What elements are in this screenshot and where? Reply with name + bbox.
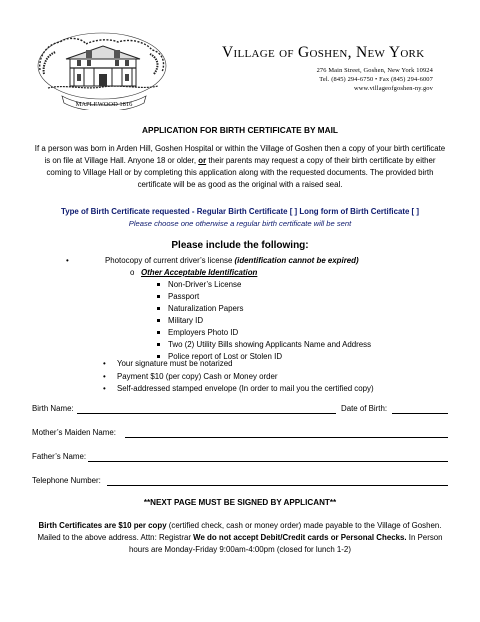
square-bullet-icon (157, 295, 160, 298)
date-of-birth-field[interactable] (392, 413, 448, 414)
village-logo (34, 30, 170, 110)
bullet-icon: • (103, 371, 106, 381)
square-bullet-icon (157, 307, 160, 310)
village-address: 276 Main Street, Goshen, New York 10924 (316, 67, 433, 74)
square-bullet-icon (157, 343, 160, 346)
other-id-list (157, 280, 371, 364)
footer-text-1: (certified check, cash or money order) made payable to the Village of Goshen. Mailed to the above address. Attn: Registrar (37, 521, 442, 543)
circle-bullet-icon: o (130, 268, 135, 277)
certificate-type-note: Please choose one otherwise a regular birth certificate will be sent (128, 219, 352, 228)
license-note: (identification cannot be expired) (234, 256, 359, 265)
list-item: • Self-addressed stamped envelope (In order to mail you the certified copy) (103, 384, 374, 393)
intro-paragraph (32, 143, 448, 191)
list-item: Employers Photo ID (157, 328, 371, 340)
fathers-name-field[interactable] (88, 461, 448, 462)
village-phone-fax: Tel. (845) 294-6750 • Fax (845) 294-6007 (319, 76, 433, 83)
next-page-notice: **NEXT PAGE MUST BE SIGNED BY APPLICANT** (143, 498, 337, 507)
mothers-maiden-name-field[interactable] (125, 437, 448, 438)
form-title: APPLICATION FOR BIRTH CERTIFICATE BY MAIL (142, 125, 338, 135)
list-item: Military ID (157, 316, 371, 328)
footer-payment-warning: We do not accept Debit/Credit cards or Personal Checks. (193, 533, 407, 543)
license-text: Photocopy of current driver’s license (105, 256, 235, 265)
intro-text-2: their parents may request a copy of their birth certificate by either coming to Village Hall or by completing this application along with the requested documents. The provided birth certificate will be as good as the original with a raised seal. (46, 156, 436, 190)
date-of-birth-label: Date of Birth: (341, 404, 388, 413)
telephone-number-label: Telephone Number: (32, 476, 101, 485)
bullet-icon: • (103, 384, 106, 393)
birth-name-label: Birth Name: (32, 404, 74, 413)
license-requirement (105, 256, 359, 266)
list-item: Two (2) Utility Bills showing Applicants Name and Address (157, 340, 371, 352)
maplewood-house-illustration (34, 30, 170, 110)
intro-or-word: or (198, 156, 207, 166)
list-item: • Your signature must be notarized (103, 359, 233, 368)
list-item: Passport (157, 292, 371, 304)
certificate-type-selection[interactable]: Type of Birth Certificate requested - Regular Birth Certificate [ ] Long form of Birth Certificate [ ] (60, 207, 420, 216)
footer-paragraph (32, 520, 448, 556)
include-heading: Please include the following: (171, 240, 309, 251)
list-item: Non-Driver’s License (157, 280, 371, 292)
other-id-heading: Other Acceptable Identification (141, 268, 258, 277)
bullet-icon: • (66, 256, 69, 265)
birth-name-field[interactable] (77, 413, 336, 414)
list-item: Naturalization Papers (157, 304, 371, 316)
intro-text-1: If a person was born in Arden Hill, Goshen Hospital or within the Village of Goshen then a copy of your birth certificate is on file at Village Hall. Anyone 18 or older, (34, 144, 446, 166)
footer-price: Birth Certificates are $10 per copy (38, 521, 167, 530)
square-bullet-icon (157, 355, 160, 358)
village-website[interactable]: www.villageofgoshen-ny.gov (353, 85, 433, 92)
bullet-icon: • (103, 359, 106, 368)
fathers-name-label: Father’s Name: (32, 452, 87, 461)
telephone-number-field[interactable] (107, 485, 448, 486)
more-requirements-list (103, 359, 374, 397)
list-item: • Payment $10 (per copy) Cash or Money order (103, 371, 278, 381)
square-bullet-icon (157, 331, 160, 334)
footer-hours: In Person hours are Monday-Friday 9:00am-4:00pm (closed for lunch 1-2) (129, 533, 443, 555)
square-bullet-icon (157, 319, 160, 322)
list-item: Police report of Lost or Stolen ID (157, 352, 371, 364)
village-name: Village of Goshen, New York (222, 44, 425, 61)
logo-caption: MAPLEWOOD 1816 (75, 101, 133, 108)
mothers-maiden-name-label: Mother’s Maiden Name: (32, 428, 116, 437)
square-bullet-icon (157, 283, 160, 286)
